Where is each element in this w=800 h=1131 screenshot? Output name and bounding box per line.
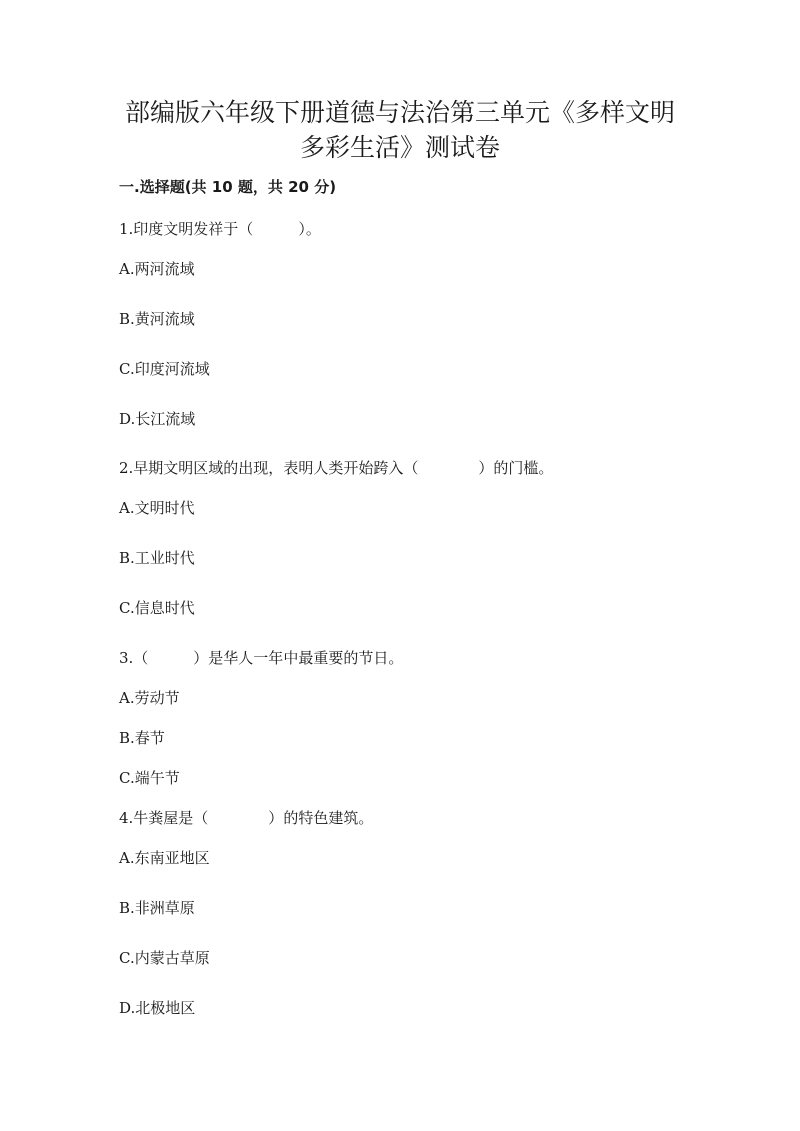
- question-4-option-b: B.非洲草原: [119, 899, 195, 917]
- question-4-stem: 4.牛粪屋是（ ）的特色建筑。: [119, 809, 374, 827]
- question-1-option-a: A.两河流域: [119, 260, 195, 278]
- document-title-line-2: 多彩生活》测试卷: [299, 133, 500, 162]
- question-2-stem: 2.早期文明区域的出现，表明人类开始跨入（ ）的门槛。: [119, 459, 554, 477]
- question-1-option-c: C.印度河流域: [119, 360, 210, 378]
- question-2-option-b: B.工业时代: [119, 549, 195, 567]
- question-4-option-c: C.内蒙古草原: [119, 949, 210, 967]
- question-3-option-b: B.春节: [119, 729, 165, 747]
- question-2-option-a: A.文明时代: [119, 499, 195, 517]
- question-2-option-c: C.信息时代: [119, 599, 195, 617]
- question-1-option-d: D.长江流域: [119, 410, 196, 428]
- section-heading: 一.选择题(共 10 题，共 20 分): [119, 178, 337, 196]
- question-4-option-a: A.东南亚地区: [119, 849, 210, 867]
- question-3-option-a: A.劳动节: [119, 689, 180, 707]
- question-3-option-c: C.端午节: [119, 769, 180, 787]
- question-3-stem: 3.（ ）是华人一年中最重要的节日。: [119, 649, 404, 667]
- question-1-stem: 1.印度文明发祥于（ ）。: [119, 220, 321, 238]
- question-1-option-b: B.黄河流域: [119, 310, 195, 328]
- question-4-option-d: D.北极地区: [119, 999, 196, 1017]
- document-title-line-1: 部编版六年级下册道德与法治第三单元《多样文明: [124, 98, 675, 127]
